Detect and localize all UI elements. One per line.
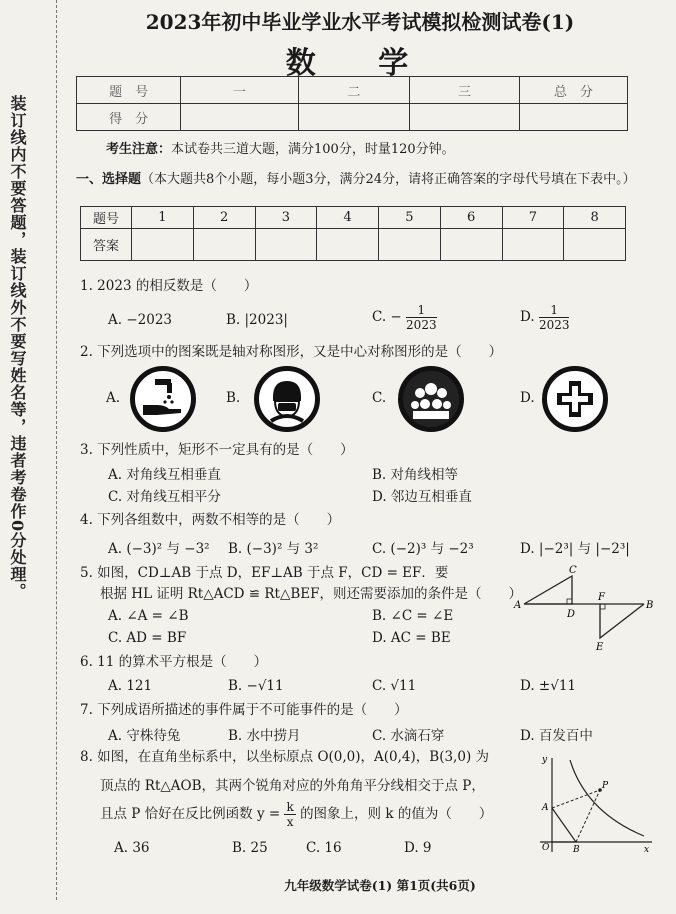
q8-option-b: B. 25 (232, 840, 268, 856)
q1-option-d-label: D. (520, 309, 539, 325)
q2-option-b: B. (226, 390, 241, 406)
q6-option-b: B. −√11 (228, 678, 284, 694)
crowd-icon-graphic (403, 371, 459, 427)
masked-face-icon (254, 366, 320, 432)
score-cell: 题 号 (77, 77, 181, 104)
score-cell: 三 (410, 77, 520, 104)
question-7-stem: 7. 下列成语所描述的事件属于不可能事件的是（ ） (80, 702, 408, 718)
q7-option-b: B. 水中捞月 (228, 728, 301, 744)
figure-label: C (569, 565, 577, 576)
answer-cell[interactable] (193, 229, 255, 261)
q6-option-c: C. √11 (372, 678, 417, 694)
q5-option-c: C. AD = BF (108, 630, 187, 646)
q3-option-b: B. 对角线相等 (372, 467, 459, 483)
answer-cell[interactable] (317, 229, 379, 261)
frac-num: 1 (406, 303, 437, 318)
answer-cell[interactable] (502, 229, 564, 261)
figure-label: B (573, 845, 580, 855)
question-5-stem-line1: 5. 如图，CD⊥AB 于点 D，EF⊥AB 于点 F，CD = EF．要 (80, 565, 449, 581)
q8-option-a: A. 36 (114, 840, 150, 856)
score-cell: 一 (181, 77, 298, 104)
score-input-cell[interactable] (519, 104, 627, 131)
figure-q8 (536, 752, 656, 856)
q8-option-c: C. 16 (306, 840, 342, 856)
notice (106, 138, 455, 157)
answer-number: 2 (193, 207, 255, 229)
q1-option-c (372, 303, 437, 332)
q4-option-b: B. (−3)² 与 3² (228, 541, 319, 557)
score-input-cell[interactable] (181, 104, 298, 131)
q7-option-d: D. 百发百中 (520, 728, 593, 744)
fraction (284, 800, 295, 829)
figure-label: A (542, 803, 549, 813)
q1-option-c-label: C. − (372, 309, 402, 325)
answer-label: 答案 (81, 229, 132, 261)
figure-label: O (542, 843, 550, 853)
frac-den: x (286, 815, 294, 829)
question-2-stem: 2. 下列选项中的图案既是轴对称图形，又是中心对称图形的是（ ） (80, 344, 503, 360)
answer-cell[interactable] (132, 229, 194, 261)
score-cell: 二 (298, 77, 410, 104)
score-table (76, 76, 628, 131)
answer-number: 7 (502, 207, 564, 229)
q2-option-c: C. (372, 390, 387, 406)
q2-option-d: D. (520, 390, 535, 406)
question-8-stem-line1: 8. 如图，在直角坐标系中，以坐标原点 O(0,0)，A(0,4)，B(3,0) 为 (80, 749, 490, 765)
section-title: 一、选择题 (76, 172, 142, 187)
medical-cross-icon-graphic (547, 371, 603, 427)
answer-number: 1 (132, 207, 194, 229)
answer-table-row (81, 207, 626, 229)
answer-table (80, 206, 626, 261)
binding-margin (2, 95, 32, 865)
question-4-stem: 4. 下列各组数中，两数不相等的是（ ） (80, 512, 341, 528)
notice-text: 本试卷共三道大题，满分100分，时量120分钟。 (171, 142, 455, 157)
q6-option-d: D. ±√11 (520, 678, 577, 694)
figure-label: E (596, 642, 604, 653)
figure-label: A (514, 600, 522, 611)
question-6-stem: 6. 11 的算术平方根是（ ） (80, 654, 268, 670)
figure-label: B (646, 600, 654, 611)
figure-label: y (542, 755, 548, 765)
score-table-row (77, 104, 628, 131)
q7-option-a: A. 守株待兔 (108, 728, 181, 744)
q8-stem-part-a: 且点 P 恰好在反比例函数 y = (100, 806, 281, 822)
q7-option-c: C. 水滴石穿 (372, 728, 445, 744)
hand-washing-icon (130, 366, 196, 432)
answer-number: 8 (564, 207, 626, 229)
q5-option-b: B. ∠C = ∠E (372, 608, 454, 624)
exam-title: 2023年初中毕业学业水平考试模拟检测试卷(1) (145, 10, 575, 34)
question-8-stem-line3 (100, 800, 492, 829)
q2-option-a: A. (106, 390, 121, 406)
figure-label: x (644, 845, 650, 855)
notice-label: 考生注意： (106, 142, 172, 157)
fraction (406, 303, 437, 332)
q3-option-d: D. 邻边互相垂直 (372, 489, 472, 505)
question-5-stem-line2: 根据 HL 证明 Rt△ACD ≌ Rt△BEF，则还需要添加的条件是（ ） (100, 586, 522, 602)
answer-label: 题号 (81, 207, 132, 229)
q3-option-c: C. 对角线互相平分 (108, 489, 221, 505)
section-desc: （本大题共8个小题，每小题3分，满分24分，请将正确答案的字母代号填在下表中。） (141, 172, 636, 187)
question-3-stem: 3. 下列性质中，矩形不一定具有的是（ ） (80, 442, 354, 458)
q1-option-a: A. −2023 (108, 312, 172, 328)
figure-label: D (567, 609, 576, 620)
crowd-icon (398, 366, 464, 432)
q1-option-b: B. |2023| (226, 312, 288, 328)
binding-line (56, 0, 57, 900)
answer-cell[interactable] (564, 229, 626, 261)
score-label: 得 分 (77, 104, 181, 131)
medical-cross-icon (542, 366, 608, 432)
answer-number: 5 (379, 207, 441, 229)
score-input-cell[interactable] (298, 104, 410, 131)
answer-number: 4 (317, 207, 379, 229)
frac-den: 2023 (406, 318, 437, 332)
q8-stem-part-b: 的图象上，则 k 的值为（ ） (300, 806, 493, 822)
answer-cell[interactable] (255, 229, 317, 261)
answer-number: 6 (440, 207, 502, 229)
score-input-cell[interactable] (410, 104, 520, 131)
answer-cell[interactable] (440, 229, 502, 261)
figure-q5 (512, 562, 658, 654)
page-footer: 九年级数学试卷(1) 第1页(共6页) (284, 878, 476, 893)
frac-den: 2023 (538, 318, 570, 332)
q1-option-d (520, 303, 569, 332)
question-1-stem: 1. 2023 的相反数是（ ） (80, 278, 258, 294)
q4-option-d: D. |−2³| 与 |−2³| (520, 541, 630, 557)
score-cell: 总 分 (519, 77, 627, 104)
exam-subject: 数 学 (285, 46, 435, 81)
q5-option-d: D. AC = BE (372, 630, 451, 646)
score-table-row (77, 77, 628, 104)
q3-option-a: A. 对角线互相垂直 (108, 467, 221, 483)
masked-face-icon-graphic (259, 371, 315, 427)
binding-note: 装订线内不要答题，装订线外不要写姓名等，违者考卷作0分处理。 (8, 95, 27, 601)
q6-option-a: A. 121 (108, 678, 153, 694)
answer-number: 3 (255, 207, 317, 229)
answer-cell[interactable] (379, 229, 441, 261)
frac-num: k (286, 800, 294, 814)
frac-num: 1 (539, 303, 570, 318)
section-heading (76, 170, 636, 190)
answer-table-row (81, 229, 626, 261)
question-8-stem-line2: 顶点的 Rt△AOB，其两个锐角对应的外角角平分线相交于点 P， (100, 778, 485, 794)
q8-option-d: D. 9 (404, 840, 432, 856)
figure-label: P (602, 781, 609, 791)
hand-washing-icon-graphic (135, 371, 191, 427)
q5-option-a: A. ∠A = ∠B (108, 608, 189, 624)
fraction (539, 303, 570, 332)
q4-option-a: A. (−3)² 与 −3² (108, 541, 210, 557)
figure-label: F (598, 592, 605, 603)
q4-option-c: C. (−2)³ 与 −2³ (372, 541, 474, 557)
